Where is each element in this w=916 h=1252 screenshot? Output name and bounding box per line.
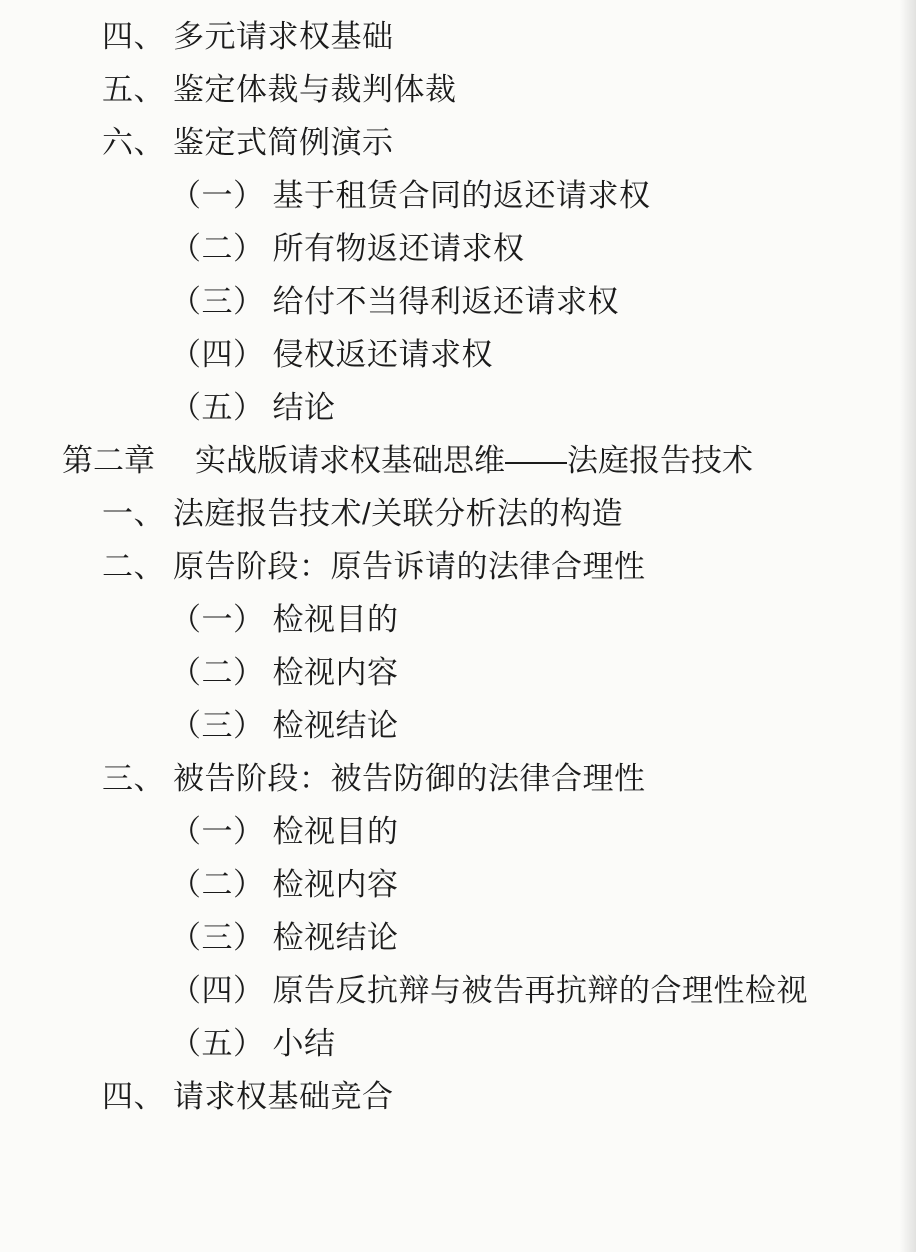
- toc-entry[interactable]: [30, 1070, 886, 1123]
- toc-entry-marker: 六、: [102, 125, 165, 160]
- toc-entry-title: 实战版请求权基础思维——法庭报告技术: [195, 443, 753, 478]
- toc-entry-marker: （二）: [170, 867, 265, 902]
- toc-entry-marker: （四）: [170, 337, 265, 372]
- toc-entry-marker: （三）: [170, 920, 265, 955]
- toc-entry-marker: 四、: [102, 1079, 165, 1114]
- toc-entry-title: 请求权基础竞合: [173, 1079, 394, 1114]
- toc-entry-title: 结论: [272, 390, 336, 425]
- toc-entry-marker: 四、: [102, 19, 165, 54]
- toc-entry-marker: （一）: [170, 602, 265, 637]
- toc-entry-title: 给付不当得利返还请求权: [272, 284, 619, 319]
- toc-entry-title: 检视目的: [272, 602, 399, 637]
- toc-entry[interactable]: [30, 222, 886, 275]
- toc-entry[interactable]: [30, 434, 886, 487]
- toc-entry-title: 鉴定式简例演示: [173, 125, 394, 160]
- toc-entry[interactable]: [30, 275, 886, 328]
- toc-entry-marker: （二）: [170, 655, 265, 690]
- toc-entry[interactable]: [30, 10, 886, 63]
- toc-entry-title: 检视结论: [272, 708, 399, 743]
- toc-entry[interactable]: [30, 858, 886, 911]
- toc-entry-title: 原告反抗辩与被告再抗辩的合理性检视: [272, 973, 808, 1008]
- toc-entry[interactable]: [30, 116, 886, 169]
- toc-entry-title: 被告阶段：被告防御的法律合理性: [173, 761, 646, 796]
- toc-entry-marker: （一）: [170, 178, 265, 213]
- toc-entry-title: 侵权返还请求权: [272, 337, 493, 372]
- toc-entry-marker: 三、: [102, 761, 165, 796]
- toc-entry-marker: （二）: [170, 231, 265, 266]
- toc-entry-title: 小结: [272, 1026, 336, 1061]
- toc-entry[interactable]: [30, 964, 886, 1017]
- toc-entry[interactable]: [30, 540, 886, 593]
- toc-entry-title: 检视内容: [272, 867, 399, 902]
- toc-entry[interactable]: [30, 1017, 886, 1070]
- toc-entry[interactable]: [30, 752, 886, 805]
- toc-entry-marker: （五）: [170, 390, 265, 425]
- toc-entry[interactable]: [30, 805, 886, 858]
- toc-entry-title: 检视目的: [272, 814, 399, 849]
- toc-entry-marker: （三）: [170, 284, 265, 319]
- toc-entry-marker: （五）: [170, 1026, 265, 1061]
- toc-entry-marker: （三）: [170, 708, 265, 743]
- toc-entry[interactable]: [30, 63, 886, 116]
- toc-entry-marker: 第二章: [62, 443, 155, 478]
- toc-entry-title: 鉴定体裁与裁判体裁: [173, 72, 457, 107]
- toc-entry[interactable]: [30, 381, 886, 434]
- toc-entry-title: 多元请求权基础: [173, 19, 394, 54]
- toc-entry-marker: （一）: [170, 814, 265, 849]
- toc-entry-marker: 一、: [102, 496, 165, 531]
- toc-entry[interactable]: [30, 328, 886, 381]
- toc-entry-title: 法庭报告技术/关联分析法的构造: [173, 496, 624, 531]
- toc-entry[interactable]: [30, 169, 886, 222]
- toc-entry[interactable]: [30, 593, 886, 646]
- toc-entry[interactable]: [30, 646, 886, 699]
- toc-entry-title: 原告阶段：原告诉请的法律合理性: [173, 549, 646, 584]
- toc-entry[interactable]: [30, 487, 886, 540]
- toc-entry-title: 检视结论: [272, 920, 399, 955]
- toc-entry-marker: 二、: [102, 549, 165, 584]
- toc-entry[interactable]: [30, 911, 886, 964]
- toc-entry-title: 检视内容: [272, 655, 399, 690]
- toc-entry-title: 基于租赁合同的返还请求权: [272, 178, 651, 213]
- toc-entry[interactable]: [30, 699, 886, 752]
- toc-entry-title: 所有物返还请求权: [272, 231, 525, 266]
- toc-entry-marker: （四）: [170, 973, 265, 1008]
- table-of-contents: [30, 10, 886, 1123]
- toc-entry-marker: 五、: [102, 72, 165, 107]
